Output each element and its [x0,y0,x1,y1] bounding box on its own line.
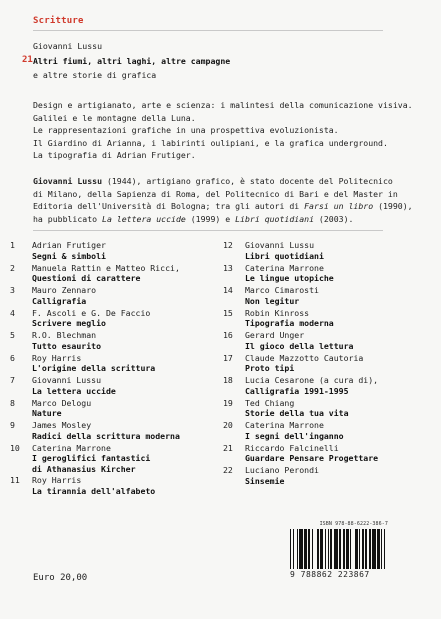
catalog-number: 10 [10,442,20,453]
catalog-author: Mauro Zennaro [32,285,97,295]
bio-author-name: Giovanni Lussu [33,176,103,186]
catalog-author: Ted Chiang [245,397,295,408]
catalog-author: Robin Kinross [245,307,310,318]
author-line: Giovanni Lussu [33,41,103,51]
bio-text: (2003). [314,213,354,224]
catalog-title: Tipografia moderna [245,318,334,328]
barcode-stripe [385,529,388,569]
catalog-title: Le lingue utopiche [245,273,334,283]
catalog-author: Giovanni Lussu [32,375,102,385]
catalog-title: Radici della scrittura moderna [32,430,180,441]
catalog-author: Claude Mazzotto Cautoria [245,352,364,363]
catalog-author: Marco Delogu [32,397,92,408]
catalog-number: 11 [10,475,20,485]
catalog-title: Libri quotidiani [245,250,324,261]
catalog-number: 18 [223,375,233,385]
divider-middle [33,230,383,231]
catalog-number: 4 [10,307,15,318]
catalog-title: Proto tipi [245,363,295,373]
catalog-number: 21 [223,442,233,453]
bio-line [33,188,413,201]
catalog-author: Caterina Marrone [245,420,324,430]
catalog-title: Il gioco della lettura [245,340,354,351]
catalog-number: 13 [223,262,233,273]
catalog-number: 16 [223,330,233,340]
bio-line [33,200,413,213]
catalog-title: Nature [32,408,62,418]
bio-book-title: Libri quotidiani [235,213,314,224]
book-subtitle: e altre storie di grafica [33,70,157,80]
catalog-title: Guardare Pensare Progettare [245,453,379,463]
book-title: Altri fiumi, altri laghi, altre campagne [33,56,231,66]
catalog-author: Marco Cimarosti [245,285,319,295]
catalog-title: Questioni di carattere [32,273,141,283]
catalog-title: Tutto esaurito [32,340,102,351]
bio-line [33,213,413,226]
description-line: Galilei e le montagne della Luna. [33,112,196,123]
bio-text: (1999) e [185,213,236,224]
barcode-icon [290,529,388,569]
catalog-title: L'origine della scrittura [32,363,156,373]
bio-book-title: Farsi un libro [304,201,374,211]
catalog-author: R.O. Blechman [32,330,97,340]
catalog-number: 17 [223,352,233,363]
catalog-number: 15 [223,307,233,318]
barcode-number: 9 788862 223867 [290,570,370,579]
bio-book-title: La lettera uccide [102,213,186,224]
catalog-number: 6 [10,352,15,363]
catalog-number: 5 [10,330,15,340]
catalog-author: F. Ascoli e G. De Faccio [32,307,151,318]
book-number: 21 [22,55,33,65]
catalog-title: I segni dell'inganno [245,430,344,441]
catalog-author: Caterina Marrone [245,262,324,273]
catalog-number: 1 [10,240,15,250]
catalog-number: 7 [10,375,15,385]
catalog-author: Roy Harris [32,475,82,485]
catalog-author: Manuela Rattin e Matteo Ricci, [32,262,180,273]
catalog-title: Scrivere meglio [32,318,106,328]
bio-text: ha pubblicato [33,213,103,224]
catalog-number: 22 [223,465,233,475]
catalog-title: Calligrafia [32,295,87,306]
isbn-text: ISBN 978-88-6222-386-7 [319,521,388,527]
bio-text: (1944), artigiano grafico, è stato docente del Politecnico [102,176,393,186]
description-line: Le rappresentazioni grafiche in una prospettiva evoluzionista. [33,125,339,135]
price: Euro 20,00 [33,573,88,583]
catalog-title: Sinsemie [245,475,285,486]
bio-text: di Milano, della Sapienza di Roma, del Politecnico di Bari e del Master in [33,188,398,199]
catalog-author: Roy Harris [32,352,82,363]
catalog-title: Calligrafia 1991-1995 [245,385,349,396]
catalog-title: Non legitur [245,295,300,306]
catalog-number: 19 [223,397,233,408]
catalog-author: James Mosley [32,420,92,430]
catalog-number: 2 [10,262,15,273]
catalog-number: 12 [223,240,233,250]
catalog-number: 14 [223,285,233,295]
catalog-author: Riccardo Falcinelli [245,442,339,453]
divider-top [33,30,383,31]
catalog-number: 9 [10,420,15,430]
description-line: Design e artigianato, arte e scienza: i malintesi della comunicazione visiva. [33,100,413,110]
description [33,99,413,162]
bio-text: Editoria dell'Università di Bologna; tra gli autori di [33,201,305,211]
catalog-title: I geroglifici fantastici [32,453,151,463]
catalog-author: Giovanni Lussu [245,240,315,250]
catalog-title: Segni & simboli [32,250,106,261]
catalog-title: La lettera uccide [32,385,116,396]
catalog-author: Lucia Cesarone (a cura di), [245,375,379,385]
bio-text: (1990), [373,201,413,211]
catalog-title: Storie della tua vita [245,408,349,418]
description-line: La tipografia di Adrian Frutiger. [33,150,196,160]
catalog-author: Luciano Perondi [245,465,319,475]
bio-line [33,175,413,188]
series-name: Scritture [33,16,84,26]
catalog-title: La tirannia dell'alfabeto [32,485,156,496]
catalog-number: 8 [10,397,15,408]
barcode-block [290,521,388,579]
author-bio [33,175,413,225]
description-line: Il Giardino di Arianna, i labirinti oulipiani, e la grafica underground. [33,137,388,148]
catalog-author: Caterina Marrone [32,442,111,453]
catalog-number: 20 [223,420,233,430]
catalog-author: Gerard Unger [245,330,305,340]
catalog-author: Adrian Frutiger [32,240,106,250]
catalog-title: di Athanasius Kircher [32,463,136,474]
catalog-number: 3 [10,285,15,295]
